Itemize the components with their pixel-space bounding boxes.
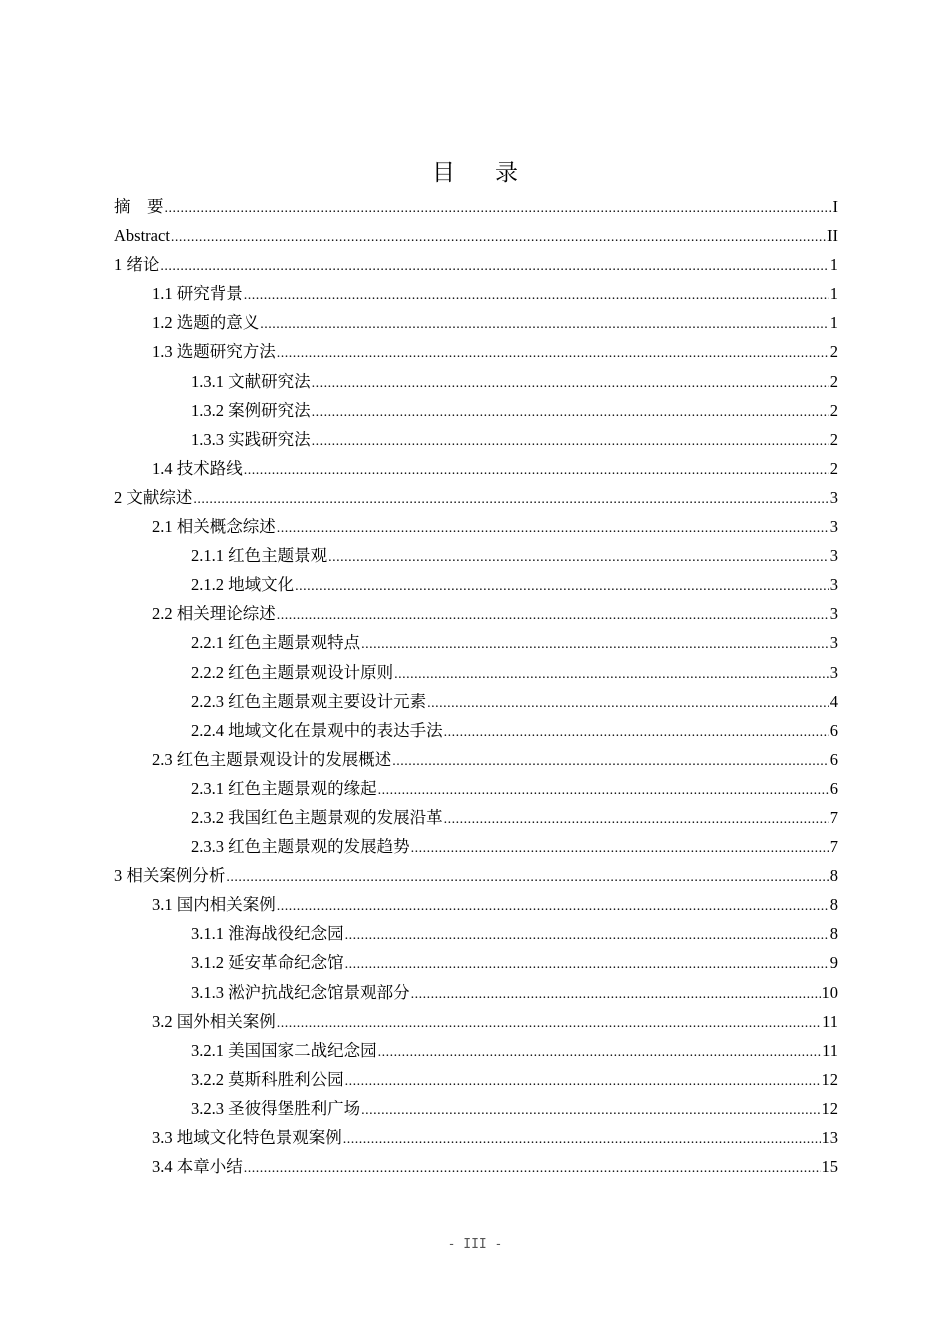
toc-entry-page: 8	[829, 895, 838, 915]
toc-entry[interactable]	[114, 483, 838, 512]
toc-entry[interactable]	[114, 512, 838, 541]
toc-entry-title: 地域文化特色景观案例	[176, 1128, 342, 1147]
toc-entry-title: 延安革命纪念馆	[228, 953, 344, 973]
toc-entry-title: 相关案例分析	[126, 866, 226, 886]
toc-entry-number: 3.2.3	[191, 1098, 224, 1118]
toc-entry-page: 3	[829, 633, 838, 653]
toc-entry[interactable]	[114, 1094, 838, 1123]
toc-dot-leader	[394, 660, 829, 689]
toc-entry-page: 3	[829, 662, 838, 682]
toc-entry[interactable]	[114, 308, 838, 337]
toc-dot-leader	[277, 514, 829, 543]
toc-entry-title: 红色主题景观	[228, 546, 328, 566]
toc-entry-page: 3	[829, 546, 838, 566]
toc-entry-title: 选题的意义	[176, 313, 260, 333]
toc-entry-title: 案例研究法	[228, 400, 311, 420]
toc-entry-page: 3	[829, 517, 838, 537]
toc-dot-leader	[277, 892, 829, 921]
toc-dot-leader	[295, 572, 829, 601]
toc-entry-page: 1	[829, 313, 838, 333]
toc-entry-page: II	[827, 226, 838, 246]
toc-entry[interactable]	[114, 454, 838, 483]
toc-entry-number: 3.1.1	[191, 924, 224, 944]
toc-entry[interactable]	[114, 337, 838, 366]
toc-entry-number: 2.2.2	[191, 662, 224, 682]
toc-entry[interactable]	[114, 221, 838, 250]
toc-entry[interactable]	[114, 628, 838, 657]
toc-entry[interactable]	[114, 745, 838, 774]
toc-entry[interactable]	[114, 192, 838, 221]
toc-entry-title: 国内相关案例	[176, 895, 276, 915]
toc-entry-number: 3.2.1	[191, 1040, 224, 1060]
toc-dot-leader	[193, 485, 828, 514]
toc-entry-page: 3	[829, 487, 838, 507]
toc-dot-leader	[312, 369, 829, 398]
toc-entry-title: 绪论	[126, 255, 160, 275]
toc-entry-number: 3.1.2	[191, 953, 224, 973]
toc-entry-title: 文献综述	[126, 487, 193, 507]
toc-entry-number: 2.2.3	[191, 691, 224, 711]
toc-dot-leader	[244, 281, 829, 310]
toc-entry-title: 红色主题景观设计原则	[228, 662, 394, 682]
toc-dot-leader	[171, 223, 826, 252]
toc-entry-number: 1.3.1	[191, 371, 224, 391]
toc-entry-page: 11	[822, 1040, 838, 1060]
toc-entry-title: 红色主题景观的缘起	[228, 778, 377, 798]
toc-entry-number: 2.3	[152, 749, 173, 769]
toc-entry-page: 7	[829, 837, 838, 857]
toc-entry-number: 1.3.2	[191, 400, 224, 420]
page-number-footer: - III -	[447, 1237, 503, 1252]
toc-entry[interactable]	[114, 396, 838, 425]
toc-entry[interactable]	[114, 687, 838, 716]
toc-entry-number: 1.1	[152, 284, 173, 304]
toc-entry-number: 1	[114, 255, 123, 275]
toc-entry[interactable]	[114, 1123, 838, 1152]
toc-entry-number: 3.2.2	[191, 1069, 224, 1089]
toc-entry-page: 2	[829, 458, 838, 478]
toc-entry-number: 2.2.4	[191, 720, 224, 740]
toc-entry-title: 摘 要	[114, 197, 164, 216]
toc-dot-leader	[244, 456, 829, 485]
toc-entry-page: 2	[829, 342, 838, 362]
toc-dot-leader	[160, 252, 828, 281]
page-title: 目录	[432, 160, 558, 186]
toc-entry-number: 3.1.3	[191, 982, 224, 1002]
toc-entry-title: 文献研究法	[228, 371, 311, 391]
toc-dot-leader	[378, 1038, 821, 1067]
toc-entry[interactable]	[114, 1007, 838, 1036]
toc-dot-leader	[343, 1125, 821, 1154]
toc-entry-page: 1	[829, 284, 838, 304]
toc-entry[interactable]	[114, 948, 838, 977]
toc-entry-number: 3.3	[152, 1128, 173, 1147]
toc-dot-leader	[427, 689, 829, 718]
toc-entry-title: 红色主题景观的发展趋势	[228, 837, 410, 857]
toc-entry[interactable]	[114, 716, 838, 745]
toc-entry[interactable]	[114, 774, 838, 803]
toc-entry-number: 1.2	[152, 313, 173, 333]
toc-dot-leader	[165, 194, 832, 223]
toc-entry-title: 地域文化	[228, 575, 295, 595]
toc-dot-leader	[411, 834, 829, 863]
toc-dot-leader	[244, 1154, 821, 1183]
toc-entry-number: 2	[114, 487, 123, 507]
toc-entry[interactable]	[114, 919, 838, 948]
toc-entry-page: 6	[829, 720, 838, 740]
toc-entry-page: 7	[829, 807, 838, 827]
toc-dot-leader	[277, 339, 829, 368]
toc-entry-title: 淞沪抗战纪念馆景观部分	[228, 982, 410, 1002]
toc-dot-leader	[444, 718, 829, 747]
toc-entry-title: 相关概念综述	[176, 517, 276, 537]
toc-entry-number: 2.3.1	[191, 778, 224, 798]
toc-dot-leader	[312, 398, 829, 427]
toc-entry-page: 9	[829, 953, 838, 973]
toc-entry-title: 淮海战役纪念园	[228, 924, 344, 944]
toc-entry[interactable]	[114, 978, 838, 1007]
toc-entry[interactable]	[114, 658, 838, 687]
toc-entry-page: 2	[829, 400, 838, 420]
toc-entry-page: 2	[829, 429, 838, 449]
toc-entry-title: 地域文化在景观中的表达手法	[228, 720, 443, 740]
toc-entry-page: I	[832, 197, 838, 216]
toc-entry[interactable]	[114, 1036, 838, 1065]
toc-entry[interactable]	[114, 861, 838, 890]
toc-entry-number: 3	[114, 866, 123, 886]
toc-entry-page: 6	[829, 749, 838, 769]
toc-entry-number: 2.1.2	[191, 575, 224, 595]
toc-entry-title: 红色主题景观主要设计元素	[228, 691, 427, 711]
toc-entry-page: 13	[821, 1128, 838, 1147]
toc-entry-title: 红色主题景观特点	[228, 633, 361, 653]
toc-entry-page: 3	[829, 604, 838, 624]
toc-dot-leader	[444, 805, 829, 834]
toc-dot-leader	[312, 427, 829, 456]
toc-entry[interactable]	[114, 832, 838, 861]
toc-entry-title: 圣彼得堡胜利广场	[228, 1098, 361, 1118]
toc-dot-leader	[226, 863, 828, 892]
toc-entry-number: 2.2.1	[191, 633, 224, 653]
toc-entry-page: 8	[829, 866, 838, 886]
toc-entry-number: 2.1.1	[191, 546, 224, 566]
table-of-contents	[114, 192, 838, 1181]
toc-entry[interactable]	[114, 1152, 838, 1181]
toc-entry-title: 相关理论综述	[176, 604, 276, 624]
toc-entry-page: 8	[829, 924, 838, 944]
toc-dot-leader	[361, 630, 829, 659]
toc-dot-leader	[345, 921, 829, 950]
toc-entry-number: 1.3.3	[191, 429, 224, 449]
toc-entry-page: 11	[822, 1011, 838, 1031]
toc-entry[interactable]	[114, 803, 838, 832]
toc-entry[interactable]	[114, 250, 838, 279]
toc-entry[interactable]	[114, 425, 838, 454]
toc-entry-title: 实践研究法	[228, 429, 311, 449]
toc-dot-leader	[411, 980, 821, 1009]
toc-dot-leader	[328, 543, 829, 572]
toc-entry-title: 红色主题景观设计的发展概述	[176, 749, 392, 769]
toc-entry[interactable]	[114, 367, 838, 396]
toc-dot-leader	[277, 1009, 821, 1038]
toc-entry-page: 10	[821, 982, 838, 1002]
toc-entry-page: 12	[821, 1098, 838, 1118]
toc-entry[interactable]	[114, 541, 838, 570]
toc-entry-number: 3.4	[152, 1157, 173, 1177]
toc-entry[interactable]	[114, 1065, 838, 1094]
toc-entry-page: 3	[829, 575, 838, 595]
toc-entry-page: 6	[829, 778, 838, 798]
toc-entry-number: 1.3	[152, 342, 173, 362]
toc-entry[interactable]	[114, 570, 838, 599]
toc-entry-title: Abstract	[114, 226, 170, 246]
toc-entry[interactable]	[114, 890, 838, 919]
toc-entry[interactable]	[114, 599, 838, 628]
toc-entry-page: 1	[829, 255, 838, 275]
toc-entry-number: 2.3.2	[191, 807, 224, 827]
toc-dot-leader	[378, 776, 829, 805]
toc-dot-leader	[345, 1067, 821, 1096]
toc-entry-page: 2	[829, 371, 838, 391]
toc-entry-page: 12	[821, 1069, 838, 1089]
toc-entry-title: 美国国家二战纪念园	[228, 1040, 377, 1060]
toc-dot-leader	[260, 310, 829, 339]
toc-entry[interactable]	[114, 279, 838, 308]
toc-entry-title: 研究背景	[176, 284, 243, 304]
toc-entry-number: 1.4	[152, 458, 173, 478]
toc-entry-number: 3.2	[152, 1011, 173, 1031]
toc-dot-leader	[361, 1096, 820, 1125]
toc-entry-title: 本章小结	[176, 1157, 243, 1177]
toc-entry-number: 2.2	[152, 604, 173, 624]
toc-entry-number: 2.3.3	[191, 837, 224, 857]
toc-dot-leader	[277, 601, 829, 630]
toc-entry-title: 莫斯科胜利公园	[228, 1069, 344, 1089]
toc-entry-page: 4	[829, 691, 838, 711]
toc-entry-title: 我国红色主题景观的发展沿革	[228, 807, 443, 827]
toc-entry-page: 15	[821, 1157, 838, 1177]
toc-dot-leader	[392, 747, 829, 776]
toc-entry-title: 技术路线	[176, 458, 243, 478]
toc-dot-leader	[345, 950, 829, 979]
toc-entry-number: 2.1	[152, 517, 173, 537]
toc-entry-title: 国外相关案例	[176, 1011, 276, 1031]
toc-entry-number: 3.1	[152, 895, 173, 915]
toc-entry-title: 选题研究方法	[176, 342, 276, 362]
